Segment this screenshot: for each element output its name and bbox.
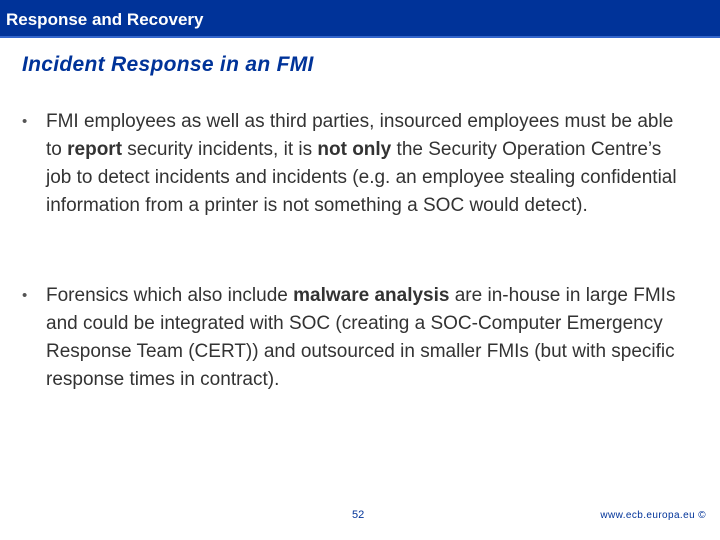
bullet-text-run: the Security Operation Centre’s job to detect incidents and incidents (e.g. an employee stealing confidential information from a printer is not something a SOC would detect). [46, 139, 677, 216]
bullet-marker: • [22, 287, 28, 304]
header-bar [0, 0, 720, 36]
header-divider [0, 36, 720, 38]
bullet-text-run: security incidents, it is [122, 139, 318, 160]
bullet-item [22, 108, 682, 220]
section-title: Response and Recovery [6, 10, 204, 29]
page-number: 52 [352, 509, 365, 521]
bullet-text [46, 108, 682, 220]
bullet-text [46, 282, 682, 394]
bullet-text-run: FMI employees as well as third parties, insourced employees must be able to [46, 111, 674, 160]
bullet-emphasis: malware analysis [293, 285, 450, 306]
bullet-marker: • [22, 113, 28, 130]
bullet-text-run: are in-house in large FMIs and could be integrated with SOC (creating a SOC-Computer Emergency Response Team (CERT)) and outsourced in smaller FMIs (but with specific response times in contract). [46, 285, 676, 390]
bullet-item [22, 282, 682, 394]
slide-title: Incident Response in an FMI [22, 53, 314, 76]
footer-url-link[interactable]: www.ecb.europa.eu © [600, 510, 706, 521]
bullet-text-run: Forensics which also include [46, 285, 294, 306]
bullet-emphasis: not only [317, 139, 392, 160]
bullet-emphasis: report [67, 139, 123, 160]
